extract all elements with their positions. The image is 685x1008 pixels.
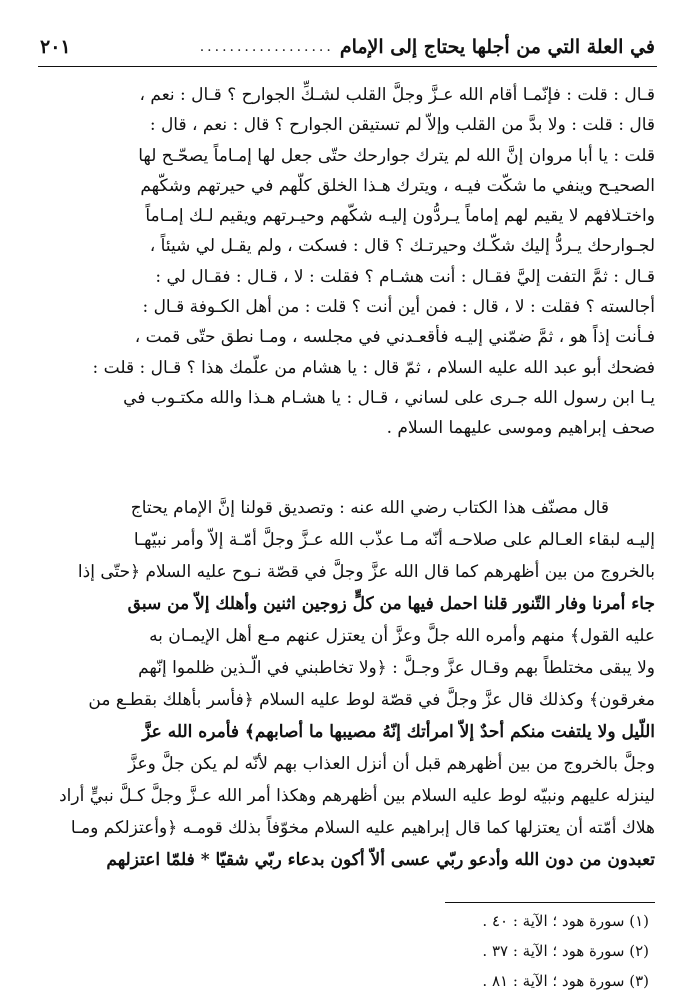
text-line: فـأنت إذاً هو ، ثمَّ ضمّني إليـه فأقعـدني في مجلسه ، ومـا نطق حتّى قمت ، — [134, 327, 655, 348]
text-line: لجـوارحك يـردُّ إليك شكّـك وحيرتـك ؟ قال : فسكت ، ولم يقـل لي شيئاً ، — [149, 236, 655, 257]
running-header — [40, 32, 655, 62]
quran-verse-line: جاء أمرنا وفار التّنور قلنا احمل فيها من كلٍّ زوجين اثنين وأهلك إلاّ من سبق — [127, 594, 655, 614]
page-number: ٢٠١ — [40, 36, 71, 58]
text-line: صحف إبراهيم وموسى عليهما السلام . — [386, 418, 655, 439]
text-line: الصحيـح وينفي ما شكّت فيـه ، ويترك هـذا الخلق كلّهم في حيرتهم وشكّهم — [140, 175, 655, 196]
chapter-title: في العلة التي من أجلها يحتاج إلى الإمام — [339, 36, 655, 58]
text-line: واختـلافهم لا يقيم لهم إماماً يـردُّون إليـه شكّهم وحيـرتهم ويقيم لـك إمـاماً — [145, 206, 655, 227]
text-line: فضحك أبو عبد الله عليه السلام ، ثمّ قال : يا هشام من علّمك هذا ؟ قـال : قلت : — [92, 357, 655, 378]
text-line: عليه القول﴾ منهم وأمره الله جلَّ وعزَّ أن يعتزل عنهم مـع أهل الإيمـان به — [149, 626, 655, 646]
text-line: قال مصنّف هذا الكتاب رضي الله عنه : وتصديق قولنا إنَّ الإمام يحتاج — [130, 498, 609, 518]
footnote-rule — [445, 902, 655, 903]
text-line: قـال : قلت : فإنّمـا أقام الله عـزَّ وجلَّ القلب لشـكِّ الجوارح ؟ قـال : نعم ، — [139, 85, 655, 105]
header-rule — [38, 66, 657, 67]
text-line: إليـه لبقاء العـالم على صلاحـه أنّه مـا عذّب الله عـزَّ وجلَّ أمّـة إلاّ وأمر نبيّهـا — [133, 530, 655, 550]
quran-verse-line: اللّيل ولا يلتفت منكم أحدٌ إلاّ امرأتك إنّهُ مصيبها ما أصابهم﴾ فأمره الله عزَّ — [142, 722, 655, 742]
text-line: وجلَّ بالخروج من بين أظهرهم قبل أن أنزل العذاب بهم لأنّه لم يكن جلَّ وعزَّ — [128, 754, 655, 774]
text-line: قلت : يا أبا مروان إنَّ الله لم يترك جوارحك حتّى جعل لها إمـاماً يصحّـح لها — [138, 145, 655, 166]
footnote: (٣) سورة هود ؛ الآية : ٨١ . — [482, 972, 649, 990]
quran-verse-line: تعبدون من دون الله وأدعو ربّي عسى ألاّ أكون بدعاء ربّي شقيّا * فلمّا اعتزلهم — [106, 850, 655, 870]
text-line: هلاك أمّته أن يعتزلها كما قال إبراهيم عليه السلام مخوّفاً بذلك قومـه ﴿وأعتزلكم ومـا — [70, 818, 655, 838]
text-line: قـال : ثمَّ التفت إليَّ فقـال : أنت هشـام ؟ فقلت : لا ، قـال : فقـال لي : — [155, 266, 655, 287]
text-line: قال : قلت : ولا بدَّ من القلب وإلاّ لم تستيقن الجوارح ؟ قال : نعم ، قال : — [149, 115, 655, 136]
text-line: يـا ابن رسول الله جـرى على لساني ، قـال : يا هشـام هـذا والله مكتـوب في — [123, 387, 655, 408]
text-line: بالخروج من بين أظهرهم كما قال الله عزَّ وجلَّ في قصّة نـوح عليه السلام ﴿حتّى إذا — [77, 562, 655, 582]
text-line: أجالسته ؟ فقلت : لا ، قال : فمن أين أنت ؟ قلت : من أهل الكـوفة قـال : — [142, 297, 655, 318]
footnotes — [349, 906, 649, 996]
paragraph-1 — [40, 80, 655, 444]
text-line: مغرقون﴾ وكذلك قال عزَّ وجلَّ في قصّة لوط عليه السلام ﴿فأسر بأهلك بقطـع من — [88, 690, 655, 710]
leader-dots: .................. — [199, 39, 334, 55]
paragraph-2 — [40, 492, 655, 876]
footnote: (٢) سورة هود ؛ الآية : ٣٧ . — [482, 942, 649, 960]
text-line: لينزله عليهم ونبيّه لوط عليه السلام بين أظهرهم وهكذا أمر الله عـزَّ وجلَّ كـلَّ نبيٍّ أراد — [59, 786, 655, 806]
text-line: ولا يبقى مختلطاً بهم وقـال عزَّ وجـلَّ : ﴿ولا تخاطبني في الّـذين ظلموا إنّهم — [138, 658, 655, 678]
footnote: (١) سورة هود ؛ الآية : ٤٠ . — [482, 912, 649, 930]
